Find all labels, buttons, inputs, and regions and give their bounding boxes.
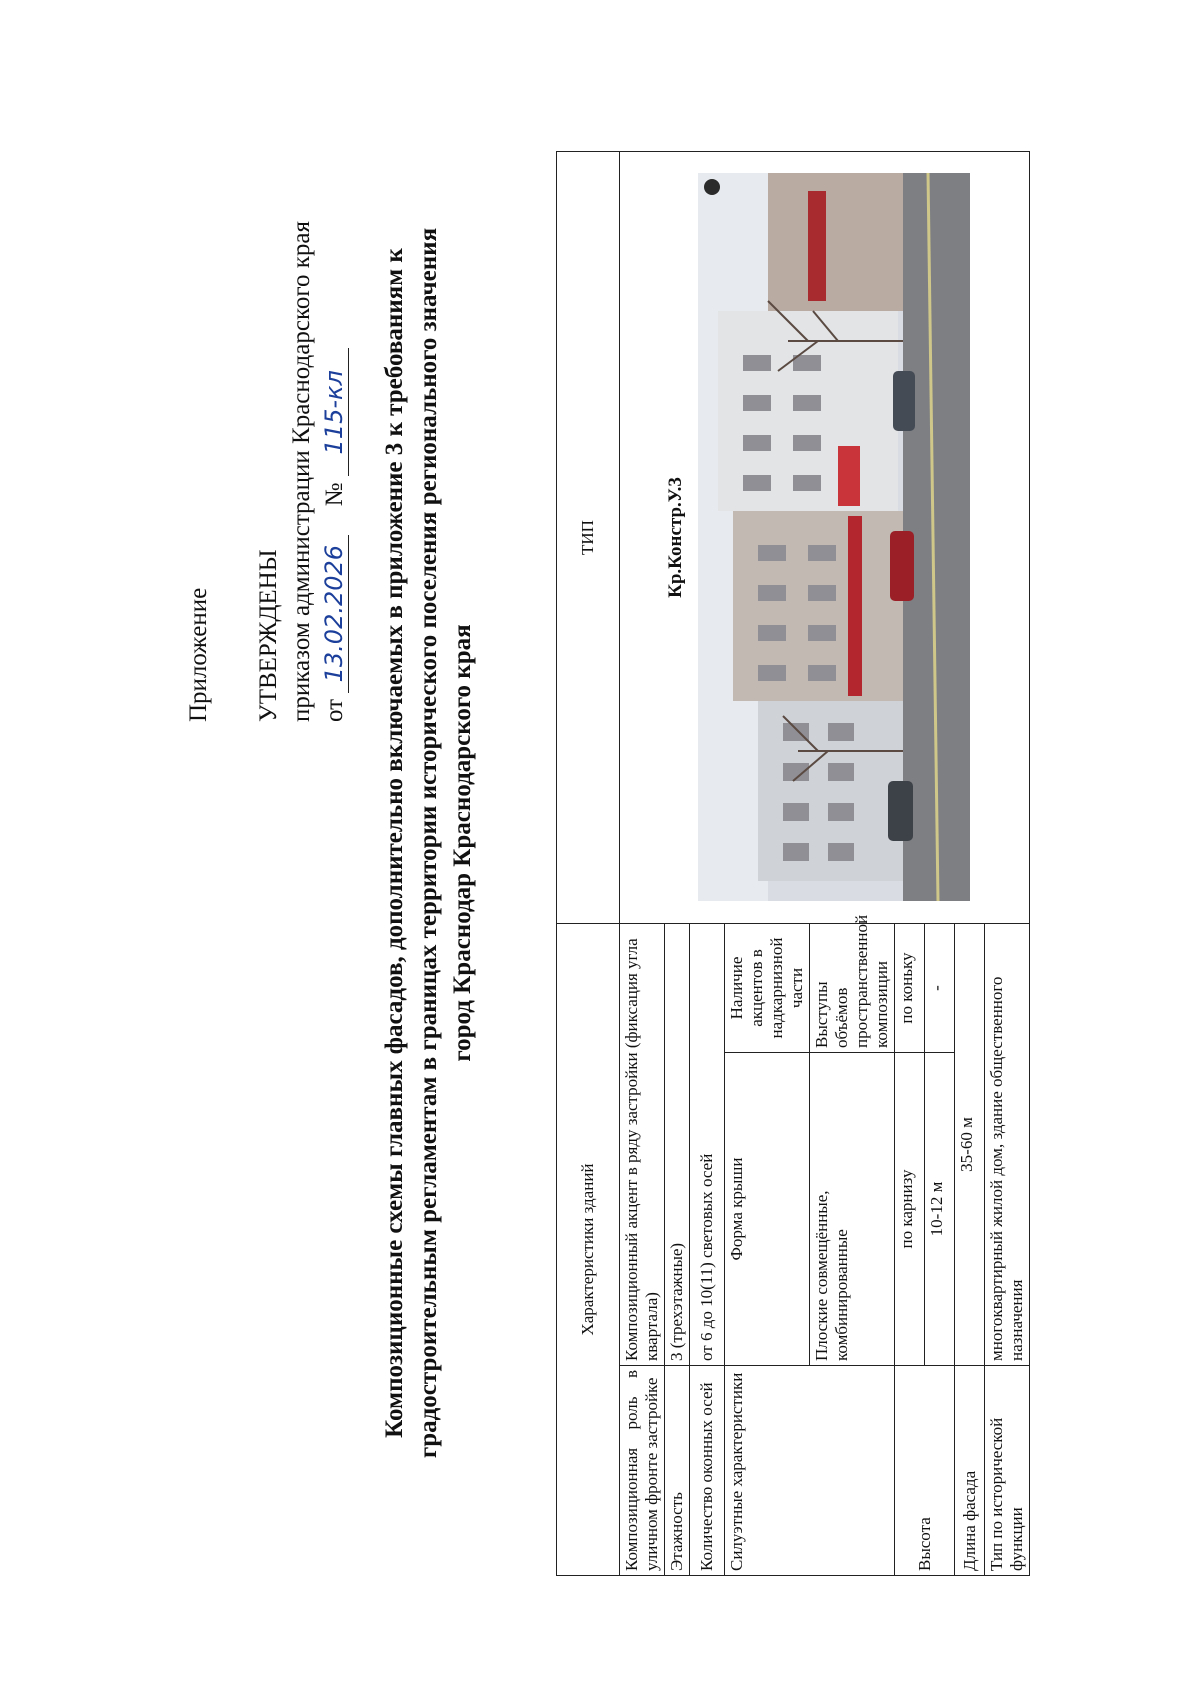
roof-form-header: Форма крыши: [725, 1053, 810, 1366]
composition-role-label: Композиционная роль в уличном фронте застройке: [620, 1366, 665, 1576]
height-eaves-value: 10-12 м: [925, 1053, 955, 1366]
order-line: приказом администрации Краснодарского края: [288, 221, 315, 722]
table-header-row: [557, 152, 620, 1576]
floors-value: 3 (трехэтажные): [665, 924, 690, 1366]
handwritten-date: 13.02.2026: [320, 535, 349, 693]
height-ridge-value: -: [925, 924, 955, 1053]
composition-role-value: Композиционный акцент в ряду застройки (фиксация угла квартала): [620, 924, 665, 1366]
number-label: №: [321, 482, 348, 507]
title-line-1: Композиционные схемы главных фасадов, дополнительно включаемых в приложение 3 к требованиям к: [381, 248, 408, 1438]
table-row: [620, 152, 665, 1576]
height-ridge-label: по коньку: [895, 924, 925, 1053]
height-label: Высота: [895, 1366, 955, 1576]
historic-function-label: Тип по исторической функции: [985, 1366, 1030, 1576]
roof-form-value: Плоские совмещённые, комбинированные: [810, 1053, 895, 1366]
title-line-2: градостроительным регламентам в границах территории исторического поселения регионального значения: [415, 227, 442, 1459]
accents-value: Выступы объёмов пространственной композиции: [810, 924, 895, 1053]
handwritten-number: 115-кл: [320, 348, 349, 476]
historic-function-value: многоквартирный жилой дом, здание общественного назначения: [985, 924, 1030, 1366]
building-photo: [698, 173, 970, 901]
title-line-3: город Краснодар Краснодарского края: [449, 624, 476, 1062]
silhouette-label: Силуэтные характеристики: [725, 1366, 895, 1576]
appendix-label: Приложение: [185, 587, 212, 722]
facade-length-value: 35-60 м: [955, 924, 985, 1366]
height-eaves-label: по карнизу: [895, 1053, 925, 1366]
floors-label: Этажность: [665, 1366, 690, 1576]
window-axes-label: Количество оконных осей: [690, 1366, 725, 1576]
accents-header: Наличие акцентов в надкарнизной части: [725, 924, 810, 1053]
header-characteristics: Характеристики зданий: [557, 924, 620, 1576]
header-type: ТИП: [557, 152, 620, 924]
characteristics-table: [556, 151, 1030, 1576]
type-code: Кр.Констр.У.3: [665, 477, 686, 598]
order-date-number-line: [318, 221, 351, 722]
approval-block: [252, 221, 351, 722]
from-label: от: [321, 698, 348, 722]
approved-heading: УТВЕРЖДЕНЫ: [255, 549, 282, 722]
type-photo-cell: [620, 152, 1030, 924]
facade-length-label: Длина фасада: [955, 1366, 985, 1576]
window-axes-value: от 6 до 10(11) световых осей: [690, 924, 725, 1366]
document-title: [378, 198, 480, 1488]
